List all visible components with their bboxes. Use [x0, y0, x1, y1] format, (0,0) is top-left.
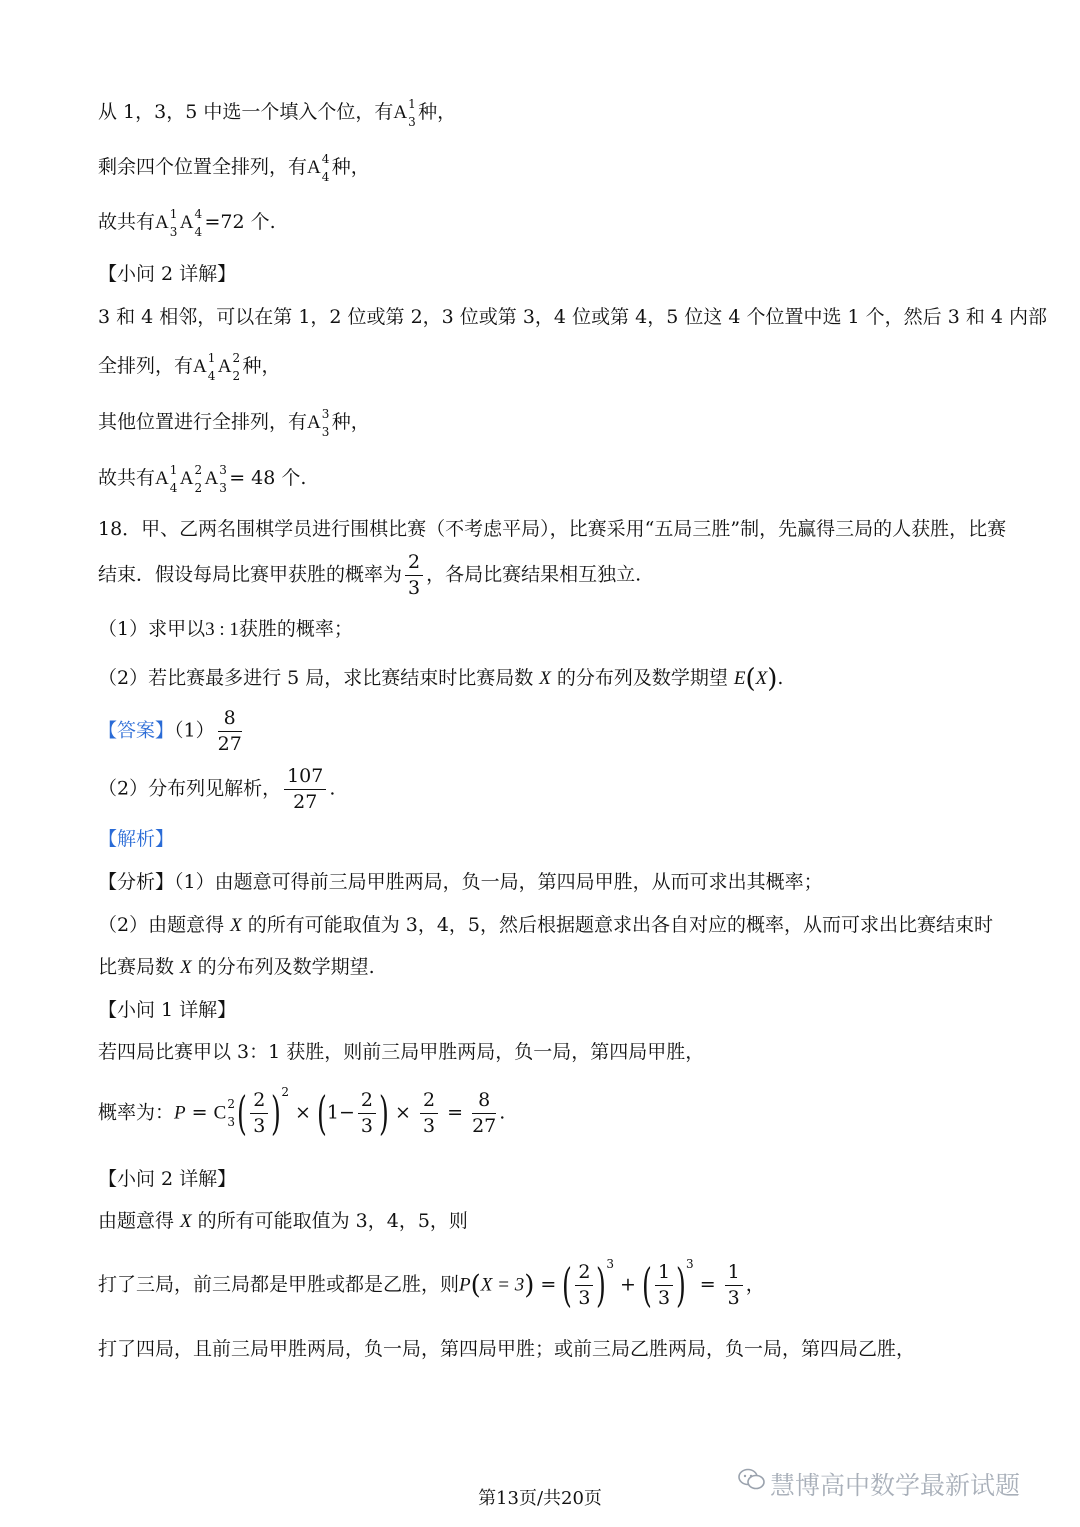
text: 种， [331, 156, 370, 178]
fraction-2-3: $\frac{2}{3}$ [405, 552, 423, 599]
page-footer: 第13页/共20页 [478, 1488, 602, 1509]
line-4: 3 和 4 相邻，可以在第 1，2 位或第 2，3 位或第 3，4 位或第 4，5 位这 4 个位置中选 1 个，然后 3 和 4 内部 [98, 306, 1047, 328]
analysis-line-3: 比赛局数 X 的分布列及数学期望. [98, 956, 375, 978]
text: 从 1，3，5 中选一个填入个位，有 [98, 101, 394, 123]
text: 其他位置进行全排列，有 [98, 411, 308, 433]
line-3 [98, 208, 276, 238]
analysis-tag: 【解析】 [98, 828, 175, 850]
question-part-1: （1）求甲以3 : 1获胜的概率； [98, 618, 353, 640]
perm-symbol: A [307, 412, 321, 433]
perm-indices: 3 3 [219, 463, 227, 495]
text: = 48 个. [229, 467, 307, 489]
text: 种， [418, 101, 457, 123]
line-5 [98, 352, 281, 382]
line-6 [98, 408, 370, 438]
text: 全排列，有 [98, 355, 194, 377]
text: ，各局比赛结果相互独立. [426, 563, 642, 586]
text: 种， [331, 411, 370, 433]
perm-indices: 2 2 [232, 351, 241, 383]
fraction-107-27: $\frac{107}{27}$ [284, 766, 326, 813]
perm-indices: 2 2 [194, 463, 203, 495]
perm-symbol: A [155, 468, 169, 489]
answer-line-2: （2）分布列见解析， $\frac{107}{27}$ . [98, 765, 336, 813]
perm-indices: 4 4 [194, 207, 203, 239]
line-1 [98, 98, 456, 128]
section-heading: 【小问 2 详解】 [98, 263, 237, 285]
perm-indices: 1 4 [169, 463, 178, 495]
line-7 [98, 464, 306, 494]
question-part-2: （2）若比赛最多进行 5 局，求比赛结束时比赛局数 X 的分布列及数学期望 E(X). [98, 664, 784, 694]
question-18-line-1: 18．甲、乙两名围棋学员进行围棋比赛（不考虑平局），比赛采用“五局三胜”制，先赢得三局的人获胜，比赛 [98, 518, 1007, 540]
perm-symbol: A [204, 468, 219, 489]
question-18-line-2 [98, 552, 641, 599]
solution-line-1: 若四局比赛甲以 3：1 获胜，则前三局甲胜两局，负一局，第四局甲胜， [98, 1041, 705, 1063]
text: =72 个. [204, 211, 276, 233]
text: 种， [242, 355, 281, 377]
section-heading: 【小问 1 详解】 [98, 999, 237, 1021]
text: 结束．假设每局比赛甲获胜的概率为 [98, 563, 403, 586]
answer-tag: 【答案】 [98, 719, 175, 742]
probability-formula: 概率为：P = C 2 3 ( $\frac{2}{3}$ )$^2$ × (1− $\frac{2}{3}$ ) × $\frac{2}{3}$ = $\frac{8}{27}$ . [98, 1085, 506, 1141]
perm-indices: 1 4 [207, 351, 216, 383]
analysis-line-1: 【分析】（1）由题意可得前三局甲胜两局，负一局，第四局甲胜，从而可求出其概率； [98, 871, 823, 893]
perm-indices: 1 3 [169, 207, 178, 239]
text: 剩余四个位置全排列，有 [98, 156, 308, 178]
watermark-text: 慧博高中数学最新试题 [770, 1471, 1021, 1500]
solution-line-3: 由题意得 X 的所有可能取值为 3，4，5，则 [98, 1210, 468, 1232]
variable-x: X [539, 668, 551, 689]
probability-x3-formula: 打了三局，前三局都是甲胜或都是乙胜，则P(X = 3) = ( $\frac{2}{3}$ )$^3$ + ( $\frac{1}{3}$ )$^3$ = $\frac{1}{3}$ ， [98, 1257, 765, 1313]
perm-symbol: A [193, 356, 207, 377]
perm-indices: 4 4 [321, 152, 330, 184]
perm-symbol: A [393, 102, 408, 123]
perm-indices: 1 3 [408, 97, 416, 129]
perm-symbol: A [155, 212, 169, 233]
perm-symbol: A [179, 468, 194, 489]
analysis-line-2: （2）由题意得 X 的所有可能取值为 3，4，5，然后根据题意求出各自对应的概率，从而可求出比赛结束时 [98, 914, 994, 936]
perm-symbol: A [307, 157, 321, 178]
perm-symbol: A [179, 212, 194, 233]
section-heading: 【小问 2 详解】 [98, 1168, 237, 1190]
expectation-symbol: E [733, 668, 746, 689]
line-2 [98, 153, 370, 183]
perm-symbol: A [217, 356, 232, 377]
answer-line-1: 【答案】（1） $\frac{8}{27}$ [98, 707, 242, 755]
fraction-8-27: $\frac{8}{27}$ [217, 707, 242, 755]
solution-line-5: 打了四局，且前三局甲胜两局，负一局，第四局甲胜；或前三局乙胜两局，负一局，第四局乙胜， [98, 1338, 916, 1360]
text: 故共有 [98, 467, 156, 489]
perm-indices: 3 3 [321, 407, 330, 439]
text: 故共有 [98, 211, 156, 233]
